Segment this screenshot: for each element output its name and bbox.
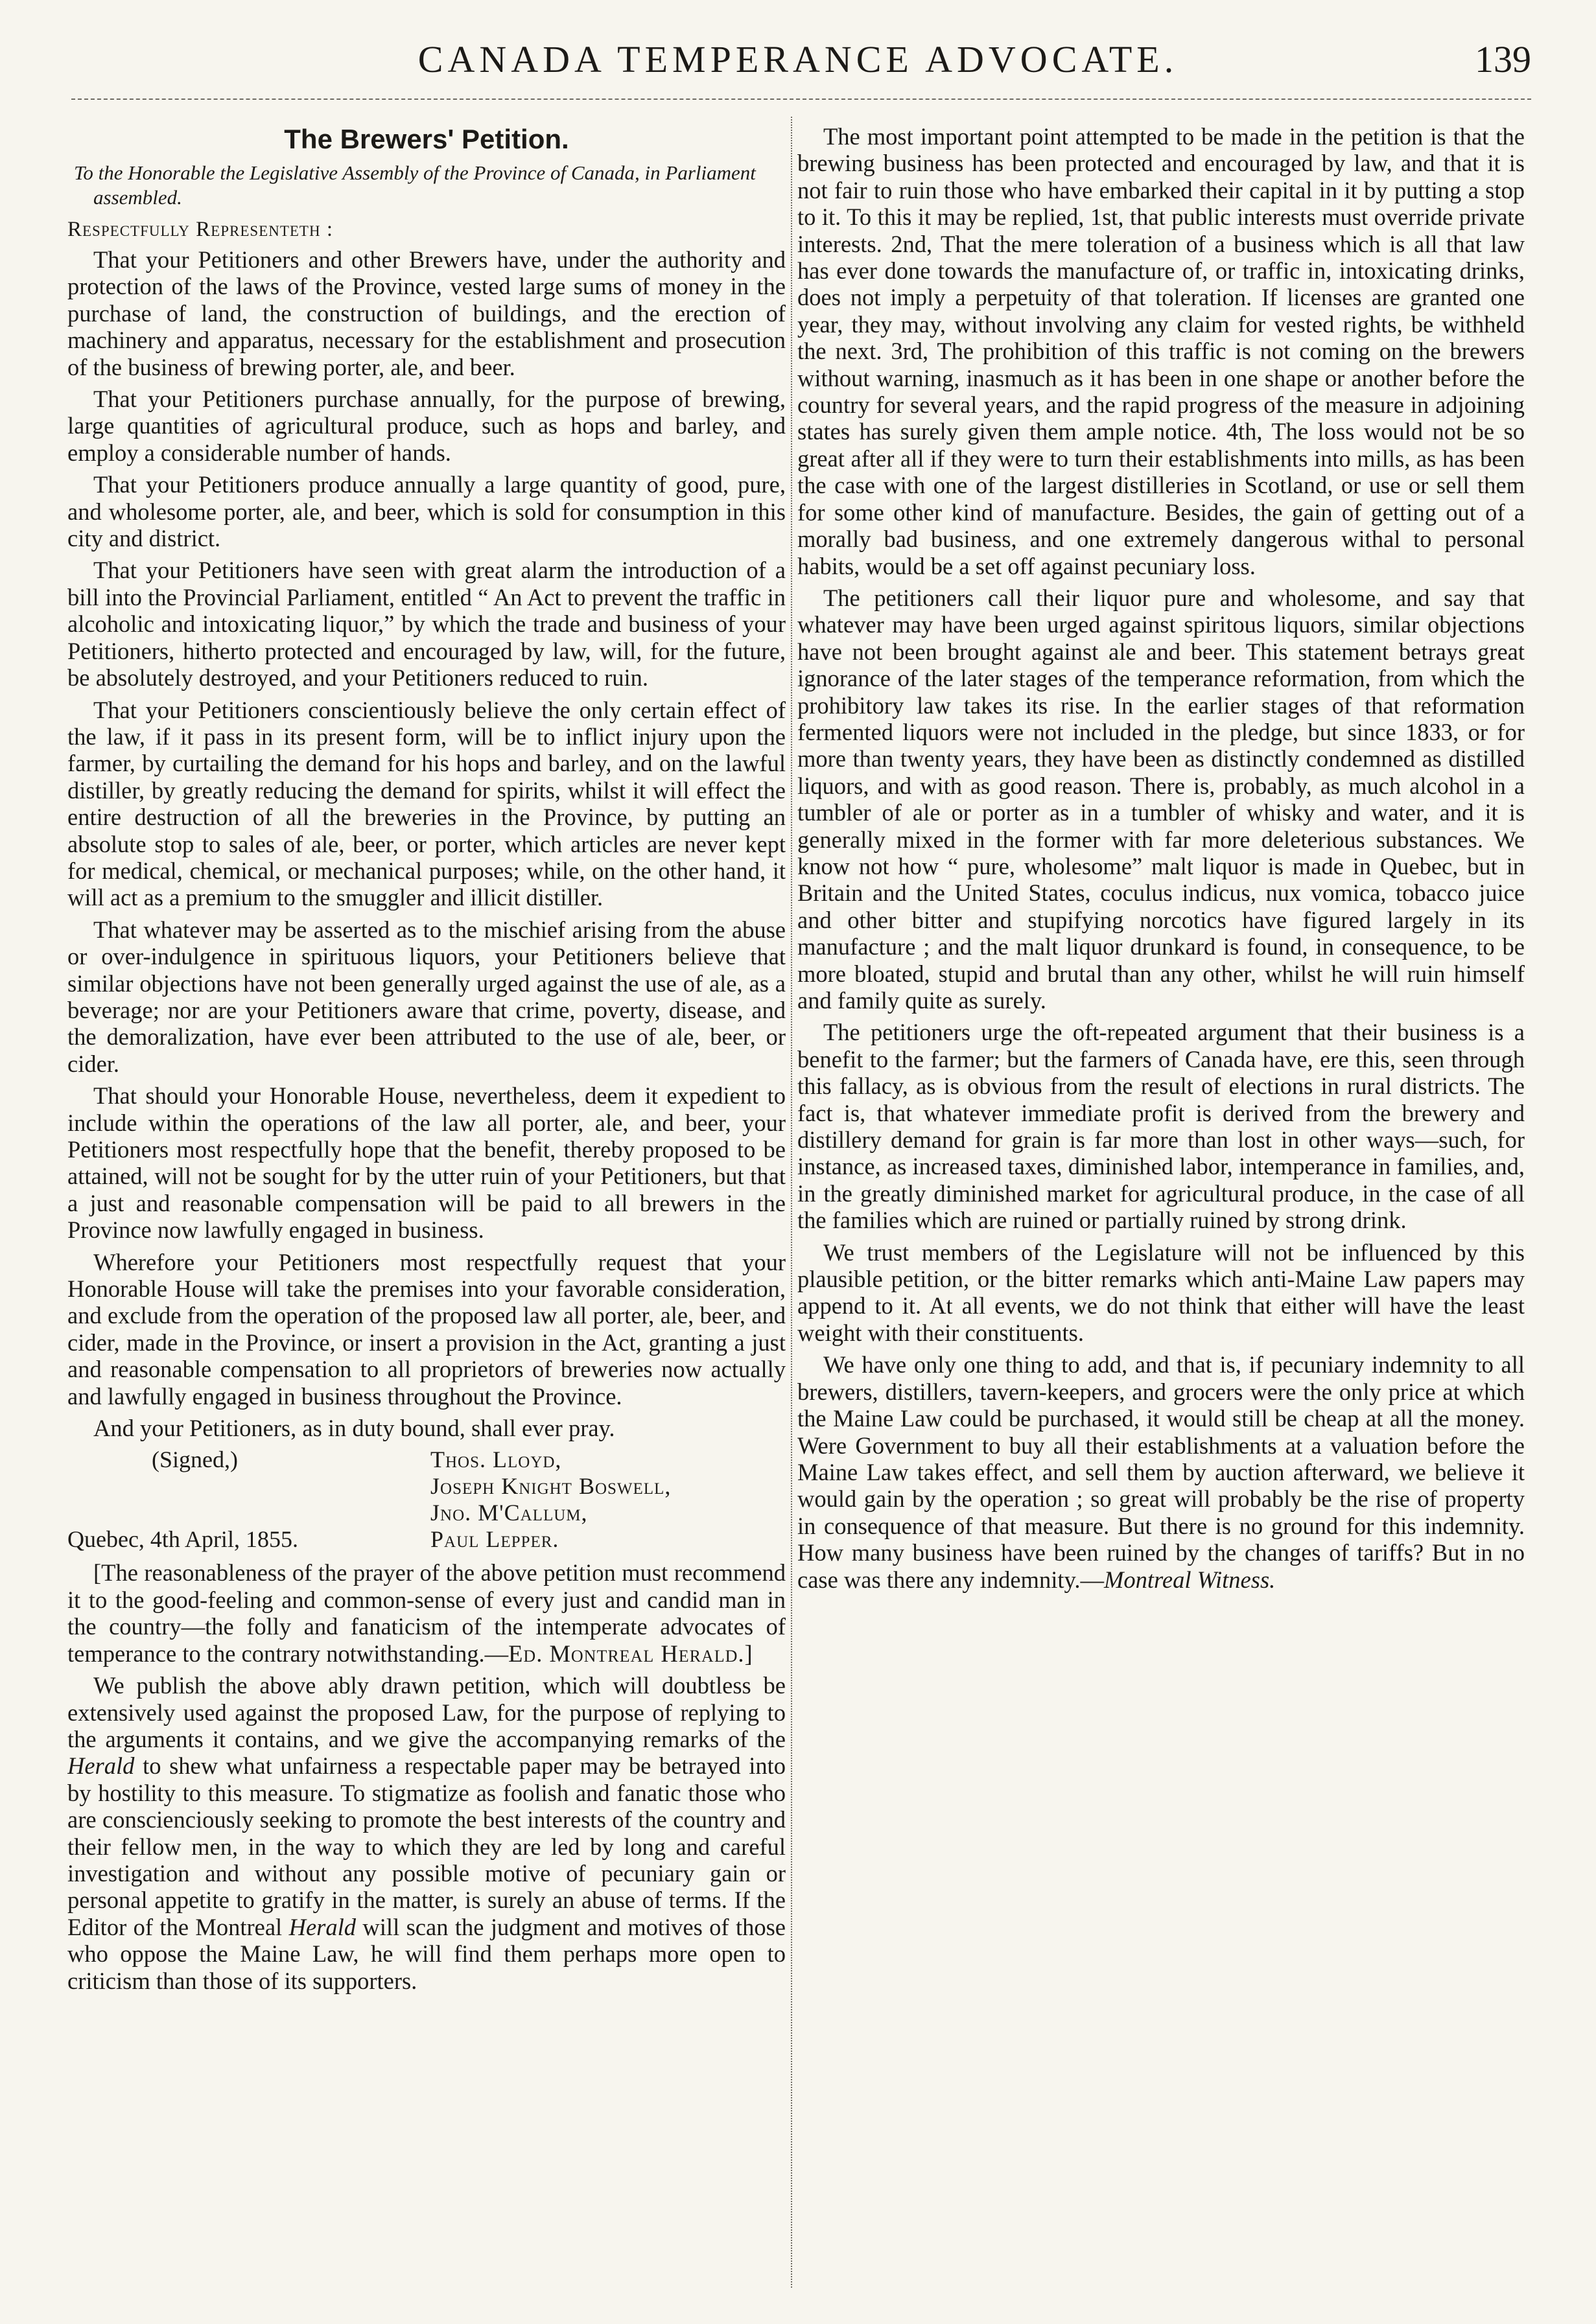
petition-paragraph: That your Petitioners and other Brewers have, under the authority and protection of the laws of the Province, vested large sums of money in the purchase of land, the construction of buildings, and the erection of machinery and apparatus, necessary for the establishment and prosecution of the business of brewing porter, ale, and beer.: [67, 246, 786, 380]
reply-paragraph: We trust members of the Legislature will not be influenced by this plausible petition, or the bitter remarks which anti-Maine Law papers may append to it. At all events, we do not think that either will have the least weight with their constituents.: [797, 1238, 1525, 1346]
petition-paragraph: That your Petitioners conscientiously believe the only certain effect of the law, if it pass in its present form, will be to inflict injury upon the farmer, by curtailing the demand for his hops and barley, and on the lawful distiller, by greatly reducing the demand for spirits, whilst it will effect the entire destruction of all the breweries in the Province, by putting an absolute stop to sales of ale, beer, or porter, which articles are never kept for medical, chemical, or mechanical purposes; while, on the other hand, it will act as a premium to the smuggler and illicit distiller.: [67, 696, 786, 911]
left-column: [67, 123, 786, 2281]
petition-paragraph: That your Petitioners have seen with great alarm the introduction of a bill into the Provincial Parliament, entitled “ An Act to prevent the traffic in alcoholic and intoxicating liquor,” by which the trade and business of your Petitioners, hitherto protected and encouraged by law, will, for the future, be absolutely destroyed, and your Petitioners reduced to ruin.: [67, 557, 786, 691]
witness-intro-text: to shew what unfairness a respectable paper may be betrayed into by hostility to this measure. To stigmatize as foolish and fanatic those who are conscienciously seeking to promote the best interests of the country and their fellow men, in the way to which they are led by long and careful investigation and without any possible motive of pecuniary gain or personal appetite to gratify in the matter, is surely an abuse of terms. If the Editor of the Montreal: [67, 1752, 786, 1940]
page-header: [65, 26, 1531, 97]
petition-paragraph: Wherefore your Petitioners most respectfully request that your Honorable House will take the premises into your favorable consideration, and exclude from the operation of the proposed law all porter, ale, beer, and cider, made in the Province, or insert a provision in the Act, granting a just and reasonable compensation to all proprietors of breweries now actually and lawfully engaged in business throughout the Province.: [67, 1248, 786, 1410]
signatory: Thos. Lloyd,: [430, 1447, 562, 1473]
petition-paragraph: That whatever may be asserted as to the mischief arising from the abuse or over-indulgence in spirituous liquors, your Petitioners believe that similar objections have not been generally urged against the use of ale, as a beverage; nor are your Petitioners aware that crime, poverty, disease, and the demoralization, have ever been attributed to the use of ale, beer, or cider.: [67, 916, 786, 1077]
signatory: Jno. M'Callum,: [430, 1500, 588, 1526]
witness-intro-text: will scan the judgment and motives of those who oppose the Maine Law, he will find them perhaps more open to criticism than those of its supporters.: [67, 1913, 786, 1994]
petition-salutation: Respectfully Representeth :: [67, 218, 334, 241]
editor-note-text: [The reasonableness of the prayer of the above petition must recommend it to the good-feeling and common-sense of every just and candid man in the country—the folly and fanaticism of the intemperate advocates of temperance to the contrary notwithstanding.—: [67, 1559, 786, 1667]
petition-paragraph: That your Petitioners purchase annually, for the purpose of brewing, large quantities of agricultural produce, such as hops and barley, and employ a considerable number of hands.: [67, 386, 786, 466]
editor-note: [67, 1559, 786, 1667]
page-number: 139: [1475, 38, 1531, 80]
reply-paragraph: The petitioners urge the oft-repeated argument that their business is a benefit to the farmer; but the farmers of Canada have, ere this, seen through this fallacy, as is obvious from the result of elections in rural districts. The fact is, that whatever immediate profit is derived from the brewery and distillery demand for grain is far more than lost in other ways—such, for instance, as increased taxes, diminished labor, intemperance in families, and, in the greatly diminished market for agricultural produce, in the case of all the families which are ruined or partially ruined by strong drink.: [797, 1019, 1525, 1234]
reply-paragraph: The petitioners call their liquor pure and wholesome, and say that whatever may have been urged against spiritous liquors, similar objections have not been brought against ale and beer. This statement betrays great ignorance of the later stages of the temperance reformation, from which the prohibitory law takes its rise. In the earlier stages of that reformation fermented liquors were not included in the pledge, but since 1833, or for more than twenty years, they have been as distinctly condemned as distilled liquors, and with as good reason. There is, probably, as much alcohol in a tumbler of ale or porter as in a tumbler of whisky and water, and it is generally mixed in the former with far more deleterious substances. We know not how “ pure, wholesome” malt liquor is made in Quebec, but in Britain and the United States, coculus indicus, nux vomica, tobacco juice and other bitter and stupifying norcotics have figured largely in its manufacture ; and the malt liquor drunkard is found, in consequence, to be more bloated, stupid and brutal than any other, whilst he will ruin himself and family quite as surely.: [797, 584, 1525, 1014]
right-column: [797, 123, 1525, 2281]
article-title: The Brewers' Petition.: [284, 124, 569, 154]
column-separator: [791, 117, 792, 2288]
running-title: CANADA TEMPERANCE ADVOCATE.: [417, 38, 1179, 80]
reply-text: We have only one thing to add, and that is, if pecuniary indemnity to all brewers, distillers, tavern-keepers, and grocers were the only price at which the Maine Law could be purchased, it would still be cheap at all the money. Were Government to buy all their establishments at a valuation before the Maine Law takes effect, and sell them by auction afterward, we believe it would gain by the operation ; so great will probably be the rise of property in consequence of that measure. But there is no ground for this indemnity. How many business have been ruined by the changes of tariffs? But in no case was there any indemnity.—: [797, 1351, 1525, 1593]
witness-intro-text: We publish the above ably drawn petition, which will doubtless be extensively used against the proposed Law, for the purpose of replying to the arguments it contains, and we give the accompanying remarks of the: [67, 1672, 786, 1752]
signatory: Joseph Knight Boswell,: [430, 1473, 672, 1500]
petition-paragraph: That your Petitioners produce annually a large quantity of good, pure, and wholesome porter, ale, and beer, which is sold for consumption in this city and district.: [67, 471, 786, 552]
petition-address: To the Honorable the Legislative Assembly of the Province of Canada, in Parliament assembled.: [74, 161, 756, 209]
signatory: Paul Lepper.: [430, 1526, 559, 1553]
witness-intro: [67, 1672, 786, 1994]
signature-block: [67, 1447, 786, 1553]
herald-ref: Herald: [67, 1752, 135, 1780]
reply-paragraph: The most important point attempted to be made in the petition is that the brewing business has been protected and encouraged by law, and that it is not fair to ruin those who have embarked their capital in it by putting a stop to it. To this it may be replied, 1st, that public interests must override private interests. 2nd, That the mere toleration of a business which is all that law has ever done towards the manufacture of, or traffic in, intoxicating drinks, does not imply a perpetuity of that toleration. If licenses are granted one year, they may, without involving any claim for vested rights, be withheld the next. 3rd, The prohibition of this traffic is not coming on the brewers without warning, inasmuch as it has been in one shape or another before the country for several years, and the rapid progress of the measure in adjoining states has surely given them ample notice. 4th, The loss would not be so great after all if they were to turn their establishments into mills, as has been the case with one of the largest distilleries in Scotland, or use or sell them for some other kind of manufacture. Besides, the gain of getting out of a morally bad business, and one extremely dangerous withal to personal habits, would be a set off against pecuniary loss.: [797, 123, 1525, 579]
herald-ref: Herald: [288, 1913, 357, 1940]
reply-paragraph-final: [797, 1351, 1525, 1593]
date-line: Quebec, 4th April, 1855.: [67, 1526, 298, 1553]
editor-note-signoff: Ed. Montreal Herald.]: [508, 1640, 753, 1667]
witness-signoff: Montreal Witness.: [1104, 1566, 1276, 1593]
closing-line: And your Petitioners, as in duty bound, shall ever pray.: [93, 1415, 615, 1442]
header-rule: [71, 99, 1531, 100]
signed-label: (Signed,): [152, 1447, 238, 1473]
petition-paragraph: That should your Honorable House, nevertheless, deem it expedient to include within the operations of the law all porter, ale, and beer, your Petitioners most respectfully hope that the benefit, thereby proposed to be attained, will not be sought for by the utter ruin of your Petitioners, but that a just and reasonable compensation will be paid to all brewers in the Province now lawfully engaged in business.: [67, 1082, 786, 1244]
